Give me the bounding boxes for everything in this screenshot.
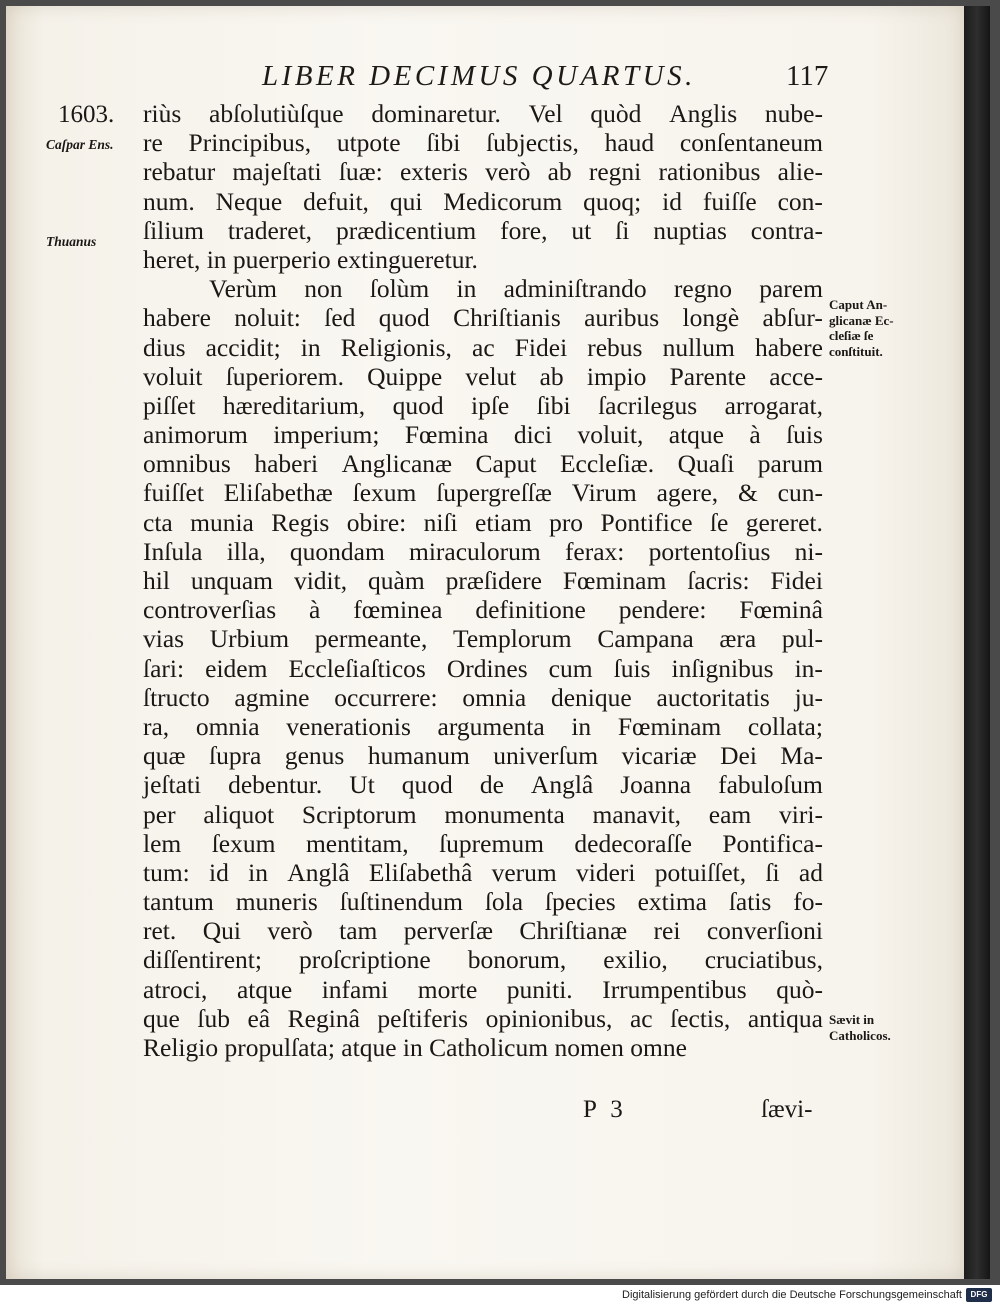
word: Eccleſiaſticos	[288, 653, 426, 683]
word: atroci,	[143, 974, 208, 1004]
word: ſuis	[613, 653, 651, 683]
word: quod	[401, 770, 453, 800]
word: utpote	[336, 128, 401, 158]
word: fo-	[793, 887, 823, 917]
word: ju-	[794, 682, 823, 712]
word: potuiſſet,	[654, 857, 747, 887]
word: ſilium	[143, 215, 204, 245]
word: Caput	[475, 449, 537, 479]
word: æra	[719, 624, 757, 654]
word: quò-	[776, 974, 823, 1004]
word: tantum	[143, 887, 214, 917]
word: Eliſabethâ	[368, 857, 473, 887]
word: in	[571, 711, 592, 741]
word: voluit	[143, 361, 203, 391]
word: niſi	[423, 507, 458, 537]
word: omnia	[195, 711, 260, 741]
word: ſibi	[536, 390, 571, 420]
word: cta	[143, 507, 173, 537]
word: Medicorum	[443, 186, 563, 216]
side-note-saevit-in-catholicos	[829, 1012, 929, 1043]
word: univerſum	[493, 741, 599, 771]
word: definitione	[475, 595, 586, 625]
word: Fidei	[514, 332, 568, 362]
word: videri	[576, 857, 636, 887]
word: pendere:	[618, 595, 707, 625]
word: munia	[190, 507, 254, 537]
word: verum	[491, 857, 557, 887]
word: converſioni	[706, 916, 823, 946]
word: Fœminam	[562, 566, 667, 595]
word: in	[456, 274, 477, 304]
word: cun-	[777, 478, 823, 508]
running-head: LIBER DECIMUS QUARTUS.	[262, 60, 696, 92]
word: etiam	[475, 507, 532, 537]
margin-note-thuanus: Thuanus	[46, 234, 97, 249]
word: collata;	[747, 711, 823, 741]
word: rationibus	[658, 157, 761, 187]
word: exilio,	[603, 945, 668, 975]
word: Anglicanæ	[341, 449, 453, 479]
word: Qui	[202, 916, 241, 946]
word: auctoritatis	[656, 682, 770, 712]
word: puniti.	[506, 974, 573, 1004]
word: nullum	[662, 332, 735, 362]
text-line	[143, 420, 823, 449]
word: denique	[550, 682, 632, 712]
word: antiqua	[747, 1003, 823, 1033]
funding-credit: Digitalisierung gefördert durch die Deutsche Forschungsgemeinschaft	[622, 1289, 962, 1301]
text-line: Religio propulſata; atque in Catholicum nomen omne	[143, 1033, 687, 1062]
word: qui	[389, 186, 423, 216]
book-binding-edge	[964, 6, 990, 1279]
word: ut	[571, 215, 592, 245]
word: Vel	[528, 99, 563, 128]
word: pro	[549, 507, 584, 537]
word: à	[749, 420, 761, 450]
text-line	[143, 187, 823, 216]
word: Virum	[571, 478, 637, 508]
word: Anglâ	[530, 770, 594, 800]
word: Pontifica-	[722, 828, 823, 858]
word: rebus	[587, 332, 643, 362]
word: id	[209, 857, 229, 887]
word: Chriſtianis	[453, 303, 561, 333]
word: genus	[284, 741, 345, 771]
word: ſpecies	[544, 887, 616, 917]
word: Reginâ	[287, 1003, 360, 1033]
word: vicariæ	[621, 741, 697, 771]
word: prædicentium	[335, 215, 477, 245]
word: ſola	[484, 887, 524, 917]
word: regno	[673, 274, 732, 304]
text-line	[143, 595, 823, 624]
word: traderet,	[227, 215, 313, 245]
text-line	[143, 216, 823, 245]
text-line	[143, 566, 823, 595]
word: Principibus,	[188, 128, 312, 158]
word: ſubjectis,	[486, 128, 579, 158]
side-note-caput-anglicanae	[829, 297, 929, 359]
word: animorum	[143, 420, 248, 450]
side-note-line: conſtituit.	[829, 343, 883, 359]
word: miraculorum	[409, 536, 541, 566]
word: quod	[378, 303, 430, 333]
word: fuiſſet	[143, 478, 204, 508]
word: tam	[339, 916, 378, 946]
word: ſuſtinendum	[339, 887, 463, 917]
word: longè	[682, 303, 740, 333]
word: que	[143, 1003, 180, 1033]
word: atque	[668, 420, 724, 450]
word: Joanna	[620, 770, 692, 800]
word: diſſentirent;	[143, 945, 262, 975]
word: ſub	[197, 1003, 230, 1033]
word: verò	[267, 916, 313, 946]
word: præſidere	[445, 566, 542, 595]
word: in	[300, 332, 321, 362]
word: proſcriptione	[299, 945, 431, 975]
word: hil	[143, 566, 170, 595]
word: eidem	[205, 653, 268, 683]
word: auribus	[584, 303, 660, 333]
word: vias	[143, 624, 185, 654]
text-line	[143, 654, 823, 683]
text-line: heret, in puerperio extingueretur.	[143, 244, 478, 274]
word: exteris	[399, 157, 468, 187]
word: voluit,	[577, 420, 644, 450]
word: quæ	[143, 741, 186, 771]
word: ab	[539, 361, 564, 391]
word: noluit:	[234, 303, 301, 333]
word: Quippe	[367, 361, 443, 391]
word: Campana	[597, 624, 694, 654]
word: argumenta	[437, 711, 545, 741]
word: in	[248, 857, 269, 887]
word: dominaretur.	[371, 99, 501, 128]
word: quod	[392, 390, 444, 420]
page-number: 117	[786, 60, 829, 92]
word: illa,	[226, 536, 266, 566]
word: Inſula	[143, 536, 203, 566]
word: haberi	[254, 449, 319, 479]
side-note-line: Catholicos.	[829, 1027, 891, 1043]
text-line	[143, 1004, 823, 1033]
word: ſectis,	[670, 1003, 731, 1033]
text-line	[143, 945, 823, 974]
word: quondam	[289, 536, 385, 566]
word: bonorum,	[467, 945, 567, 975]
digitization-footer	[0, 1285, 1000, 1307]
text-line	[143, 683, 823, 712]
word: majeſtati	[232, 157, 322, 187]
word: habere	[143, 303, 211, 333]
text-line	[143, 975, 823, 1004]
word: inſignibus	[671, 653, 774, 683]
word: ſed	[324, 303, 356, 333]
word: ſuperiorem.	[225, 361, 344, 391]
word: impio	[586, 361, 647, 391]
word: lem	[143, 828, 182, 858]
word: perverſæ	[403, 916, 493, 946]
side-note-line: Caput An-	[829, 297, 888, 312]
word: alie-	[777, 157, 823, 187]
word: Ordines	[446, 653, 528, 683]
catchword: ſævi-	[761, 1096, 813, 1123]
word: &	[737, 478, 758, 508]
margin-note-caspar-ens: Caſpar Ens.	[46, 137, 114, 152]
word: occurrere:	[334, 682, 438, 712]
word: infami	[321, 974, 389, 1004]
word: ferax:	[564, 536, 625, 566]
text-line	[143, 99, 823, 128]
word: manavit,	[592, 799, 682, 829]
word: Regis	[271, 507, 330, 537]
text-line	[143, 391, 823, 420]
word: dedecoraſſe	[574, 828, 692, 858]
word: Fœminam	[617, 711, 722, 741]
word: hæreditarium,	[222, 390, 366, 420]
text-line	[143, 537, 823, 566]
word: per	[143, 799, 176, 829]
text-line	[143, 800, 823, 829]
word: humanum	[367, 741, 470, 771]
word: Religionis,	[340, 332, 452, 362]
word: fore,	[500, 215, 548, 245]
word: mentitam,	[305, 828, 409, 858]
word: Irrumpentibus	[602, 974, 747, 1004]
word: ac	[629, 1003, 653, 1033]
word: re	[143, 128, 163, 158]
word: con-	[777, 186, 823, 216]
word: quoq;	[583, 186, 642, 216]
word: ſari:	[143, 653, 185, 683]
word: verò	[485, 157, 531, 187]
text-line	[143, 478, 823, 507]
word: Parente	[669, 361, 747, 391]
word: num.	[143, 186, 195, 216]
word: eâ	[247, 1003, 271, 1033]
word: non	[304, 274, 343, 304]
word: ſuis	[786, 420, 823, 450]
word: ad	[798, 857, 823, 887]
word: adminiſtrando	[503, 274, 647, 304]
text-line	[143, 887, 823, 916]
word: agere,	[656, 478, 719, 508]
side-note-line: Sævit in	[829, 1012, 875, 1027]
text-line	[143, 128, 823, 157]
text-line	[143, 712, 823, 741]
word: ipſe	[470, 390, 510, 420]
word: Anglâ	[287, 857, 350, 887]
text-line	[143, 449, 823, 478]
word: conſentaneum	[679, 128, 823, 158]
word: ſibi	[426, 128, 461, 158]
word: omnia	[462, 682, 527, 712]
word: agmine	[234, 682, 310, 712]
word: defuit,	[303, 186, 369, 216]
word: ſi	[765, 857, 780, 887]
text-line	[143, 362, 823, 391]
word: contra-	[750, 215, 823, 245]
word: piſſet	[143, 390, 196, 420]
word: morte	[417, 974, 478, 1004]
word: ſatis	[728, 887, 772, 917]
word: quàm	[368, 566, 425, 595]
word: Eccleſiæ.	[559, 449, 655, 479]
word: parum	[757, 449, 823, 479]
word: aliquot	[203, 799, 275, 829]
word: abſolutiùſque	[209, 99, 344, 128]
word: Pontifice	[600, 507, 693, 537]
word: extima	[637, 887, 707, 917]
word: ſi	[615, 215, 630, 245]
word: id	[662, 186, 682, 216]
text-line	[143, 916, 823, 945]
word: Ut	[349, 770, 375, 800]
word: dici	[513, 420, 553, 450]
word: abſur-	[762, 303, 823, 333]
word: dius	[143, 332, 186, 362]
word: ra,	[143, 711, 170, 741]
word: portentoſius	[648, 536, 771, 566]
text-line	[143, 829, 823, 858]
word: velut	[465, 361, 517, 391]
word: unquam	[190, 566, 274, 595]
word: rebatur	[143, 157, 216, 187]
word: Fidei	[770, 566, 823, 595]
text-line	[143, 741, 823, 770]
word: Fœminâ	[739, 595, 823, 625]
word: ret.	[143, 916, 177, 946]
word: gereret.	[745, 507, 823, 537]
word: ſupremum	[439, 828, 544, 858]
word: ſexum	[211, 828, 276, 858]
word: habere	[754, 332, 823, 362]
word: fœminea	[353, 595, 443, 625]
word: riùs	[143, 99, 182, 128]
word: ſtructo	[143, 682, 210, 712]
word: fuiſſe	[702, 186, 757, 216]
word: obire:	[346, 507, 407, 537]
word: haud	[604, 128, 655, 158]
word: à	[309, 595, 321, 625]
word: acce-	[769, 361, 823, 391]
text-line	[143, 624, 823, 653]
word: monumenta	[444, 799, 565, 829]
text-line	[143, 157, 823, 186]
word: fabuloſum	[718, 770, 823, 800]
word: Anglis	[669, 99, 738, 128]
word: cum	[548, 653, 593, 683]
body-text	[143, 99, 823, 1062]
word: ſacrilegus	[598, 390, 698, 420]
word: Dei	[720, 741, 757, 771]
word: Fœmina	[404, 420, 489, 450]
text-line	[143, 770, 823, 799]
word: cruciatibus,	[704, 945, 823, 975]
word: de	[479, 770, 504, 800]
dfg-logo-icon: DFG	[966, 1288, 992, 1302]
word: Urbium	[209, 624, 290, 654]
word: opinionibus,	[485, 1003, 613, 1033]
word: ſolùm	[369, 274, 430, 304]
word: atque	[236, 974, 293, 1004]
word: peſtiferis	[377, 1003, 469, 1033]
word: ſacris:	[687, 566, 750, 595]
word: Templorum	[453, 624, 572, 654]
word: ſupergreſſæ	[436, 478, 552, 508]
word: pul-	[781, 624, 823, 654]
word: ſexum	[352, 478, 417, 508]
word: eam	[708, 799, 752, 829]
word: Eliſabethæ	[223, 478, 333, 508]
word: jeſtati	[143, 770, 202, 800]
word: Neque	[215, 186, 283, 216]
word: ac	[472, 332, 495, 362]
word: controverſias	[143, 595, 277, 625]
word: ſupra	[208, 741, 262, 771]
text-line	[143, 858, 823, 887]
word: tum:	[143, 857, 190, 887]
word: Quaſi	[677, 449, 735, 479]
margin-year: 1603.	[58, 101, 115, 128]
text-line	[143, 274, 823, 303]
text-line	[143, 333, 823, 362]
word: Scriptorum	[301, 799, 417, 829]
word: Ma-	[780, 741, 823, 771]
word: nuptias	[653, 215, 727, 245]
word: quòd	[590, 99, 642, 128]
word: Verùm	[209, 274, 277, 304]
word: ni-	[794, 536, 823, 566]
signature-mark: P 3	[583, 1096, 623, 1123]
word: vidit,	[293, 566, 348, 595]
word: regni	[588, 157, 642, 187]
word: ab	[547, 157, 572, 187]
text-line	[143, 508, 823, 537]
side-note-line: cleſiæ ſe	[829, 328, 874, 343]
word: omnibus	[143, 449, 231, 479]
word: ſuæ:	[338, 157, 383, 187]
word: debentur.	[228, 770, 323, 800]
text-line	[143, 303, 823, 332]
word: arrogarat,	[724, 390, 823, 420]
word: in-	[794, 653, 823, 683]
word: permeante,	[314, 624, 428, 654]
word: parem	[759, 274, 823, 304]
word: nube-	[764, 99, 823, 128]
word: venerationis	[286, 711, 411, 741]
word: muneris	[235, 887, 318, 917]
word: rei	[653, 916, 681, 946]
word: accidit;	[205, 332, 281, 362]
word: ſe	[709, 507, 729, 537]
word: viri-	[779, 799, 823, 829]
word: imperium;	[273, 420, 380, 450]
side-note-line: glicanæ Ec-	[829, 312, 894, 328]
word: Chriſtianæ	[519, 916, 628, 946]
